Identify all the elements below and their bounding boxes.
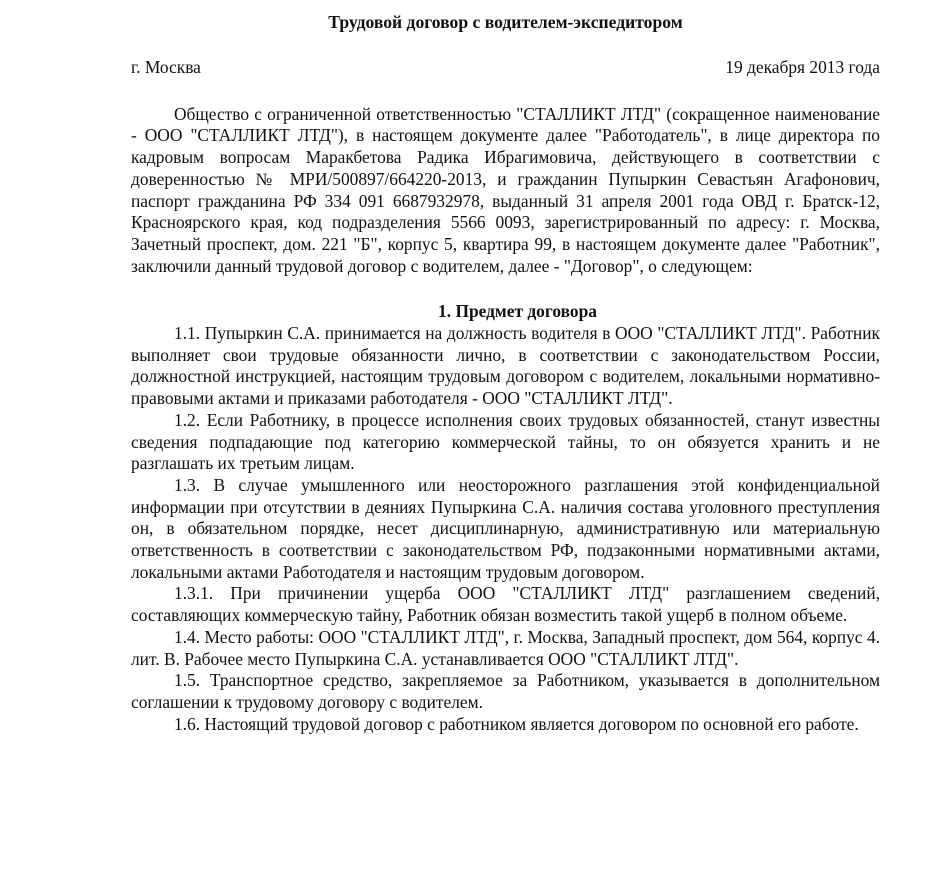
city: г. Москва: [131, 57, 201, 77]
clause-1-5: 1.5. Транспортное средство, закрепляемое за Работником, указывается в дополнительном соглашении к трудовому договору с водителем.: [131, 670, 880, 712]
clause-1-3: 1.3. В случае умышленного или неосторожного разглашения этой конфиденциальной информации при отсутствии в деяниях Пупыркина С.А. наличия состава уголовного преступления он, в обязательном порядке, несет дисциплинарную, административную или материальную ответственность в соответствии с законодательством РФ, подзаконными нормативными актами, локальными актами Работодателя и настоящим трудовым договором.: [131, 474, 880, 582]
clause-1-2: 1.2. Если Работнику, в процессе исполнения своих трудовых обязанностей, станут известны сведения подпадающие под категорию коммерческой тайны, то он обязуется хранить и не разглашать их третьим лицам.: [131, 409, 880, 474]
clause-1-6: 1.6. Настоящий трудовой договор с работником является договором по основной его работе.: [174, 713, 859, 734]
place-date-line: [131, 57, 880, 79]
date: 19 декабря 2013 года: [725, 57, 880, 77]
document-page: [131, 0, 880, 735]
document-title: Трудовой договор с водителем-экспедитором: [328, 12, 683, 32]
clause-1-4: 1.4. Место работы: ООО "СТАЛЛИКТ ЛТД", г. Москва, Западный проспект, дом 564, корпус 4. лит. В. Рабочее место Пупыркина С.А. устанавливается ООО "СТАЛЛИКТ ЛТД".: [131, 626, 880, 669]
intro-paragraph: Общество с ограниченной ответственностью "СТАЛЛИКТ ЛТД" (сокращенное наименование - ООО "СТАЛЛИКТ ЛТД"), в настоящем документе далее "Работодатель", в лице директора по кадровым вопросам Маракбетова Радика Ибрагимовича, действующего в соответствии с доверенностью № МРИ/500897/664220-2013, и гражданин Пупыркин Севастьян Агафонович, паспорт гражданина РФ 334 091 6687932978, выданный 31 апреля 2001 года ОВД г. Братск-12, Красноярского края, код подразделения 5566 0093, зарегистрированный по адресу: г. Москва, Зачетный проспект, дом. 221 "Б", корпус 5, квартира 99, в настоящем документе далее "Работник", заключили данный трудовой договор с водителем, далее - "Договор", о следующем:: [131, 103, 880, 276]
clause-1-3-1: 1.3.1. При причинении ущерба ООО "СТАЛЛИКТ ЛТД" разглашением сведений, составляющих коммерческую тайну, Работник обязан возместить такой ущерб в полном объеме.: [131, 583, 880, 626]
clause-1-1: 1.1. Пупыркин С.А. принимается на должность водителя в ООО "СТАЛЛИКТ ЛТД". Работник выполняет свои трудовые обязанности лично, в соответствии с законодательством России, должностной инструкцией, настоящим трудовым договором с водителем, локальными нормативно-правовыми актами и приказами работодателя - ООО "СТАЛЛИКТ ЛТД".: [131, 323, 880, 409]
section-title: 1. Предмет договора: [438, 301, 597, 322]
